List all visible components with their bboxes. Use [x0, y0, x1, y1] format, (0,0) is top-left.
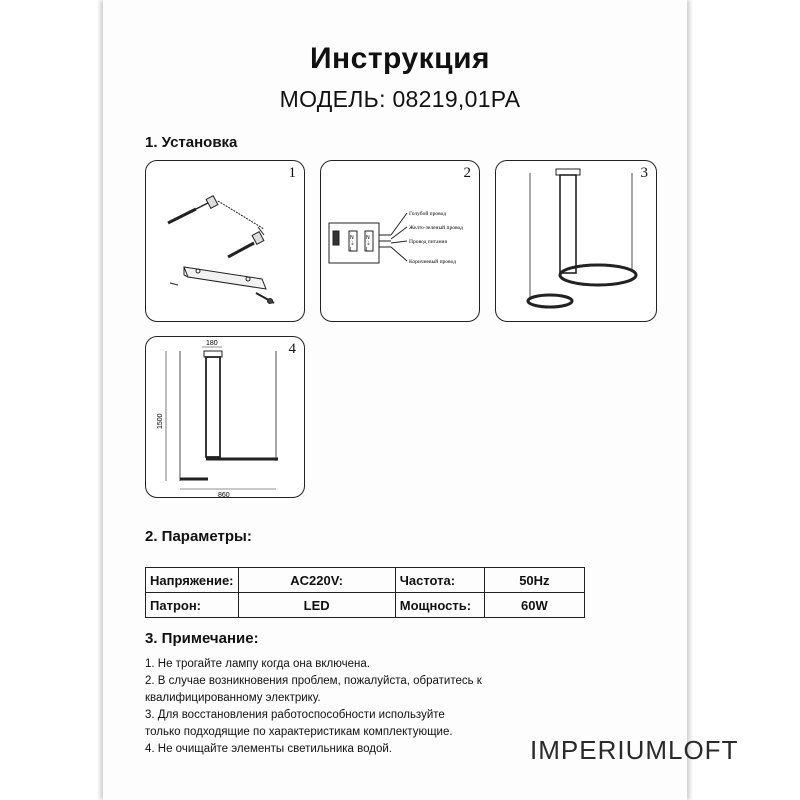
wire-label-blue: Голубой провод	[409, 211, 447, 217]
socket-label: Патрон:	[146, 593, 239, 618]
step-number: 4	[288, 341, 296, 357]
frequency-value: 50Hz	[484, 568, 584, 593]
install-step-1-panel	[145, 160, 305, 322]
installation-heading: 1. Установка	[145, 134, 238, 151]
table-row	[146, 593, 585, 618]
terminal-label: N	[366, 235, 370, 241]
dimension-drawing	[146, 337, 306, 499]
power-value: 60W	[484, 593, 584, 618]
power-label: Мощность:	[395, 593, 484, 618]
list-item: только подходящие по характеристикам комплектующие.	[145, 726, 453, 738]
model-number: МОДЕЛЬ: 08219,01PA	[279, 86, 521, 112]
terminal-label: ⏚	[350, 241, 356, 247]
socket-value: LED	[238, 593, 395, 618]
terminal-label: N	[350, 235, 354, 241]
step-number: 3	[640, 165, 648, 181]
list-item: 4. Не очищайте элементы светильника водой.	[145, 743, 392, 755]
table-row	[146, 568, 585, 593]
terminal-label: L	[366, 247, 369, 253]
list-item: 2. В случае возникновения проблем, пожалуйста, обратитесь к	[145, 675, 482, 687]
frequency-label: Частота:	[395, 568, 484, 593]
terminal-label: ⏚	[366, 241, 372, 247]
lamp-perspective-drawing	[496, 161, 658, 323]
wiring-drawing	[321, 161, 481, 323]
watermark-text: IMPERIUMLOFT	[530, 735, 739, 765]
dimension-height: 1500	[157, 413, 164, 429]
step-number: 1	[288, 165, 296, 181]
list-item: 1. Не трогайте лампу когда она включена.	[145, 658, 370, 670]
list-item: квалифицированному электрику.	[145, 692, 321, 704]
wire-label-brown: Коричневый провод	[409, 259, 456, 265]
wire-label-ground: Желто-зеленый провод	[409, 225, 463, 231]
install-step-3-panel	[495, 160, 657, 322]
parameters-table	[145, 567, 585, 618]
page-title: Инструкция	[309, 42, 491, 75]
install-step-4-panel	[145, 336, 305, 498]
list-item: 3. Для восстановления работоспособности используйте	[145, 709, 445, 721]
mounting-drawing	[146, 161, 306, 323]
dimension-width: 860	[218, 492, 230, 499]
wire-label-power: Провод питания	[409, 239, 448, 245]
dimension-top: 180	[206, 340, 218, 347]
notes-heading: 3. Примечание:	[145, 630, 259, 647]
voltage-value: AC220V:	[238, 568, 395, 593]
install-step-2-panel	[320, 160, 480, 322]
terminal-label: L	[350, 247, 353, 253]
voltage-label: Напряжение:	[146, 568, 239, 593]
notes-list	[145, 656, 525, 758]
step-number: 2	[463, 165, 471, 181]
parameters-heading: 2. Параметры:	[145, 528, 252, 545]
